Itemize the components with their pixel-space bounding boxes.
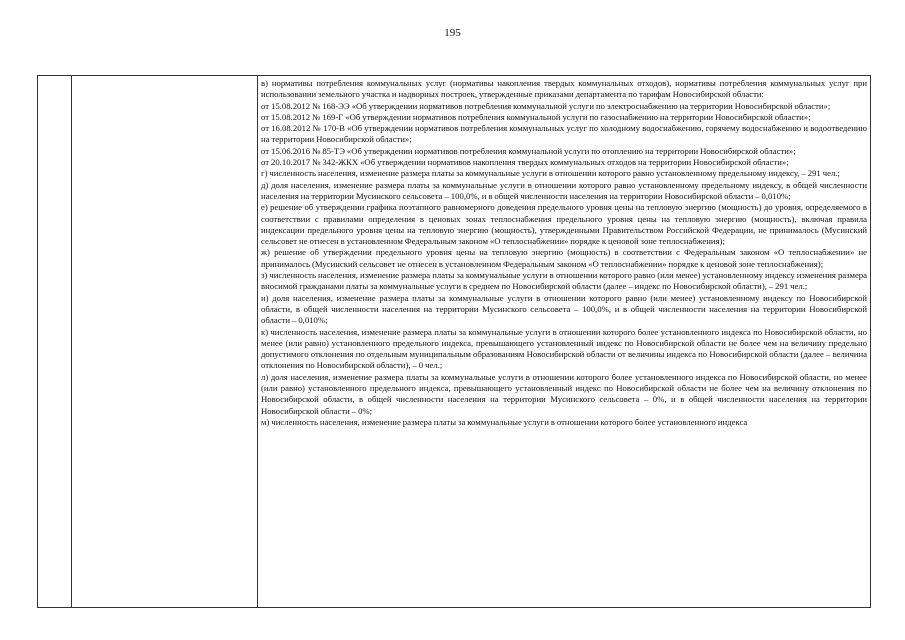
paragraph: от 15.08.2012 № 168-ЭЭ «Об утверждении нормативов потребления коммунальной услуги по электроснабжению на территории Новосибирской области»; (261, 100, 831, 111)
paragraph: и) доля населения, изменение размера платы за коммунальные услуги в отношении которого равно (или менее) установленному индексу по Новосибирской области, в общей численности населения на территории Мусинского сельсовета – 100,0%, и в общей численности населения на территории Новосибирской области – 0,010%; (261, 292, 867, 326)
paragraph: д) доля населения, изменение размера платы за коммунальные услуги в отношении которого равно установленному предельному индексу, в общей численности населения на территории Мусинского сельсовета – 100,0%, и в общей численности населения на территории Новосибирской области – 0,010%; (261, 179, 867, 201)
paragraph: от 20.10.2017 № 342-ЖКХ «Об утверждении нормативов накопления твердых коммунальных отходов на территории Новосибирской области»; (261, 157, 789, 168)
page-number: 195 (444, 27, 461, 39)
paragraph: от 16.08.2012 № 170-В «Об утверждении нормативов потребления коммунальных услуг по холодному водоснабжению, горячему водоснабжению и водоотведению на территории Новосибирской области»; (261, 123, 867, 145)
paragraph: л) доля населения, изменение размера платы за коммунальные услуги в отношении которого более установленного индекса по Новосибирской области, но менее (или равно) установленного предельного индекса, превышающего установленный индекс по Новосибирской области не более чем на величину отклонения по Новосибирской области, в общей численности населения на территории Мусинского сельсовета – 0%, и в общей численности населения на территории Новосибирской области – 0%; (261, 371, 867, 416)
table-row (38, 76, 871, 608)
paragraph: от 15.08.2012 № 169-Г «Об утверждении нормативов потребления коммунальной услуги по газоснабжению на территории Новосибирской области»; (261, 111, 811, 122)
paragraph: з) численность населения, изменение размера платы за коммунальные услуги в отношении которого равно (или менее) установленному индексу изменения размера вносимой гражданами платы за коммунальные услуги в среднем по Новосибирской области (далее – индекс по Новосибирской области), – 291 чел.; (261, 270, 867, 292)
paragraph: е) решение об утверждении графика поэтапного равномерного доведения предельного уровня цены на тепловую энергию (мощность) до уровня, определяемого в соответствии с правилами определения в ценовых зонах теплоснабжения предельного уровня цены на тепловую энергию (мощность), включая правила индексации предельного уровня цены на тепловую энергию (мощность), утвержденными Правительством Российской Федерации, не принималось (Мусинский сельсовет не отнесен в установленном Федеральным законом «О теплоснабжении» порядке к ценовой зоне теплоснабжения); (261, 202, 867, 247)
empty-cell-number (38, 76, 72, 608)
paragraph: к) численность населения, изменение размера платы за коммунальные услуги в отношении которого более установленного индекса по Новосибирской области, но менее (или равно) установленного предельного индекса, превышающего установленный индекс по Новосибирской области не более чем на величину предельно допустимого отклонения по отдельным муниципальным образованиям Новосибирской области от величины индекса по Новосибирской области (далее – величина отклонения по Новосибирской области), – 0 чел.; (261, 326, 867, 371)
paragraph: г) численность населения, изменение размера платы за коммунальные услуги в отношении которого равно установленному предельному индексу, – 291 чел.; (261, 168, 840, 179)
paragraph: в) нормативы потребления коммунальных услуг (нормативы накопления твердых коммунальных отходов), нормативы потребления коммунальных услуг при использовании земельного участка и надворных построек, утвержденные приказами департамента по тарифам Новосибирской области: (261, 78, 867, 100)
document-table (37, 75, 871, 608)
text-cell (258, 76, 871, 608)
empty-cell-title (72, 76, 258, 608)
paragraph: м) численность населения, изменение размера платы за коммунальные услуги в отношении которого более установленного индекса (261, 416, 748, 427)
paragraph: ж) решение об утверждении предельного уровня цены на тепловую энергию (мощность) в соответствии с Федеральным законом «О теплоснабжении» не принималось (Мусинский сельсовет не отнесен в установленном Федеральным законом «О теплоснабжении» порядке к ценовой зоне теплоснабжения); (261, 247, 867, 269)
text-block (258, 76, 870, 428)
paragraph: от 15.06.2016 № 85-ТЭ «Об утверждении нормативов потребления коммунальной услуги по отоплению на территории Новосибирской области»; (261, 145, 796, 156)
